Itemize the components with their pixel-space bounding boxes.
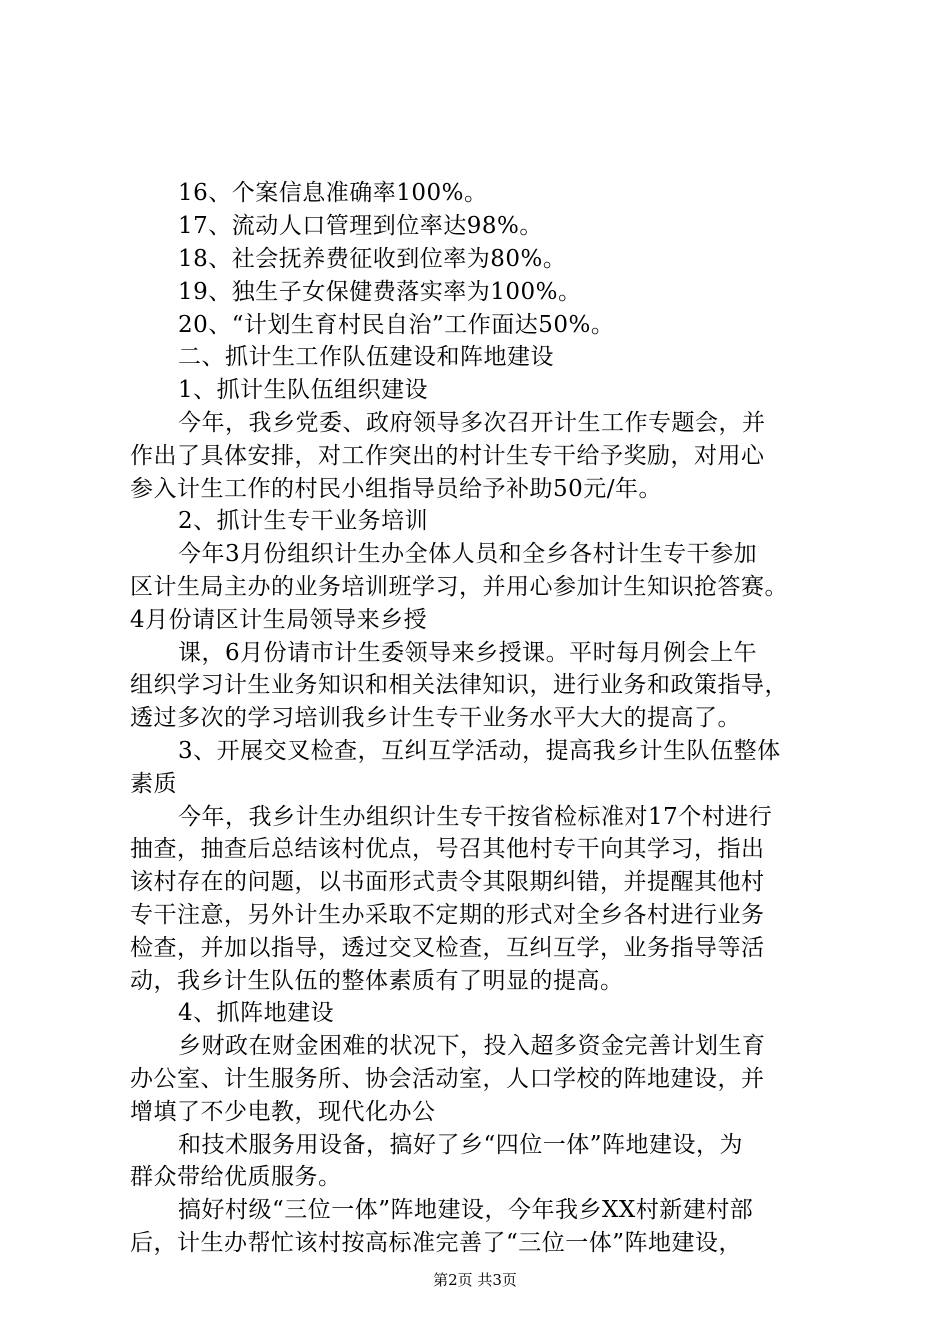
text-line: 乡财政在财金困难的状况下，投入超多资金完善计划生育 [178, 1033, 766, 1059]
text-line: 和技术服务用设备，搞好了乡“四位一体”阵地建设，为 [178, 1132, 744, 1158]
subsection-heading: 4、抓阵地建设 [178, 1000, 335, 1026]
text-line: 参入计生工作的村民小组指导员给予补助50元/年。 [130, 476, 663, 502]
text-line: 19、独生子女保健费落实率为100%。 [178, 279, 582, 305]
text-line: 后，计生办帮忙该村按高标准完善了“三位一体”阵地建设， [130, 1230, 743, 1256]
text-line: 动，我乡计生队伍的整体素质有了明显的提高。 [130, 968, 624, 994]
text-line: 该村存在的问题，以书面形式责令其限期纠错，并提醒其他村 [130, 869, 765, 895]
text-line: 17、流动人口管理到位率达98%。 [178, 213, 543, 239]
text-line: 抽查，抽查后总结该村优点，号召其他村专干向其学习，指出 [130, 836, 765, 862]
section-heading: 二、抓计生工作队伍建设和阵地建设 [178, 344, 554, 370]
text-line: 课，6月份请市计生委领导来乡授课。平时每月例会上午 [178, 640, 758, 666]
text-line: 区计生局主办的业务培训班学习，并用心参加计生知识抢答赛。 [130, 574, 788, 600]
text-line: 组织学习计生业务知识和相关法律知识，进行业务和政策指导， [130, 672, 788, 698]
text-line: 今年3月份组织计生办全体人员和全乡各村计生专干参加 [178, 541, 758, 567]
subsection-heading: 素质 [130, 771, 177, 797]
subsection-heading: 1、抓计生队伍组织建设 [178, 377, 429, 403]
subsection-heading: 2、抓计生专干业务培训 [178, 508, 429, 534]
text-line: 搞好村级“三位一体”阵地建设，今年我乡XX村新建村部 [178, 1197, 754, 1223]
text-line: 今年，我乡党委、政府领导多次召开计生工作专题会，并 [178, 410, 766, 436]
text-line: 专干注意，另外计生办采取不定期的形式对全乡各村进行业务 [130, 902, 765, 928]
text-line: 办公室、计生服务所、协会活动室，人口学校的阵地建设，并 [130, 1066, 765, 1092]
text-line: 作出了具体安排，对工作突出的村计生专干给予奖励，对用心 [130, 443, 765, 469]
text-line: 透过多次的学习培训我乡计生专干业务水平大大的提高了。 [130, 705, 741, 731]
text-line: 16、个案信息准确率100%。 [178, 180, 488, 206]
text-line: 群众带给优质服务。 [130, 1164, 342, 1190]
text-line: 检查，并加以指导，透过交叉检查，互纠互学，业务指导等活 [130, 935, 765, 961]
text-line: 今年，我乡计生办组织计生专干按省检标准对17个村进行 [178, 804, 773, 830]
text-line: 4月份请区计生局领导来乡授 [130, 607, 428, 633]
text-line: 20、“计划生育村民自治”工作面达50%。 [178, 312, 615, 338]
text-line: 18、社会抚养费征收到位率为80%。 [178, 246, 567, 272]
text-line: 增填了不少电教，现代化办公 [130, 1099, 436, 1125]
subsection-heading: 3、开展交叉检查，互纠互学活动，提高我乡计生队伍整体 [178, 738, 781, 764]
page-footer: 第2页 共3页 [433, 1271, 517, 1289]
